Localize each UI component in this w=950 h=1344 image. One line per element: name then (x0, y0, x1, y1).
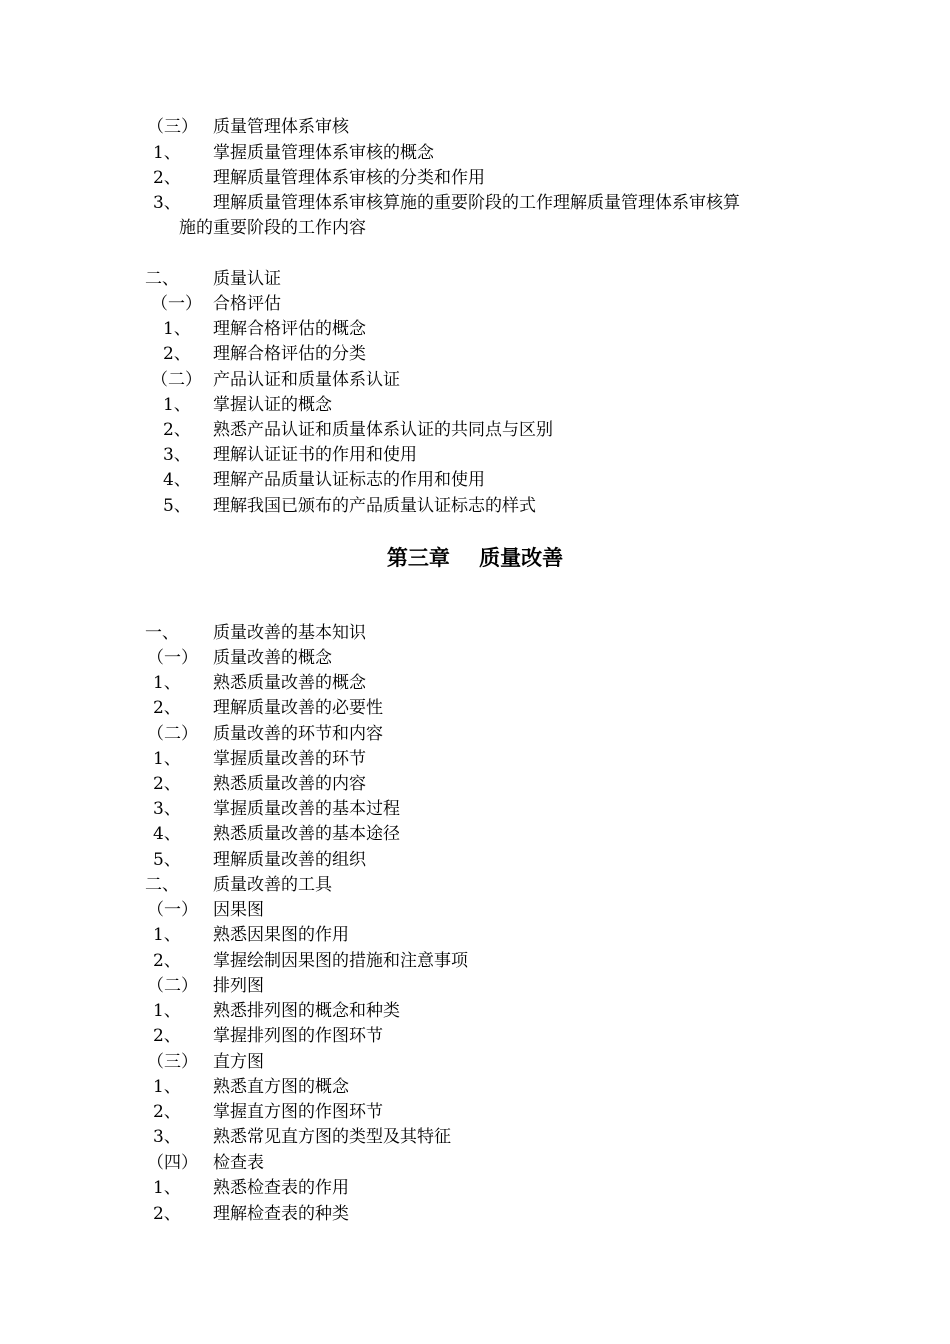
item-number: 3、 (153, 1127, 181, 1147)
item-number: 2、 (153, 698, 181, 718)
item-number: 2、 (163, 420, 191, 440)
item-text: 质量认证 (213, 269, 281, 289)
item-number: 3、 (153, 799, 181, 819)
item-text: 熟悉质量改善的内容 (213, 774, 366, 794)
item-number: （二） (147, 724, 198, 744)
item-text: 理解质量管理体系审核算施的重要阶段的工作理解质量管理体系审核算 (213, 193, 740, 213)
item-number: 1、 (153, 1001, 181, 1021)
item-number: 一、 (145, 623, 179, 643)
item-text: 熟悉直方图的概念 (213, 1077, 349, 1097)
item-number: 2、 (153, 1204, 181, 1224)
item-number: （一） (147, 900, 198, 920)
chapter-title: 第三章 质量改善 (386, 545, 564, 570)
item-text: 熟悉因果图的作用 (213, 925, 349, 945)
item-number: （三） (147, 1052, 198, 1072)
item-number: 2、 (153, 774, 181, 794)
item-text: 理解合格评估的分类 (213, 344, 366, 364)
item-text: 产品认证和质量体系认证 (213, 370, 400, 390)
item-number: 1、 (153, 673, 181, 693)
item-number: 4、 (163, 470, 191, 490)
item-text: 理解质量改善的组织 (213, 850, 366, 870)
item-number: （三） (147, 117, 198, 137)
item-number: 1、 (153, 143, 181, 163)
item-number: 2、 (153, 1026, 181, 1046)
item-number: 5、 (163, 496, 191, 516)
item-number: 1、 (153, 1178, 181, 1198)
item-text: 检查表 (213, 1153, 264, 1173)
item-text: 熟悉质量改善的概念 (213, 673, 366, 693)
item-text: 质量改善的基本知识 (213, 623, 366, 643)
item-number: 二、 (145, 269, 179, 289)
item-number: 2、 (153, 168, 181, 188)
item-number: 1、 (163, 319, 191, 339)
item-text: 掌握质量改善的基本过程 (213, 799, 400, 819)
item-text: 排列图 (213, 976, 264, 996)
item-number: 5、 (153, 850, 181, 870)
item-number: （四） (147, 1153, 198, 1173)
item-number: 1、 (153, 1077, 181, 1097)
item-number: 4、 (153, 824, 181, 844)
item-number: 3、 (163, 445, 191, 465)
item-text: 理解质量改善的必要性 (213, 698, 383, 718)
item-text: 理解认证证书的作用和使用 (213, 445, 417, 465)
item-number: （二） (151, 370, 202, 390)
item-number: （二） (147, 976, 198, 996)
item-text: 因果图 (213, 900, 264, 920)
item-number: 1、 (163, 395, 191, 415)
item-text: 质量改善的概念 (213, 648, 332, 668)
item-text: 质量改善的环节和内容 (213, 724, 383, 744)
item-text: 理解产品质量认证标志的作用和使用 (213, 470, 485, 490)
item-number: 2、 (153, 951, 181, 971)
item-text: 熟悉质量改善的基本途径 (213, 824, 400, 844)
item-text: 理解质量管理体系审核的分类和作用 (213, 168, 485, 188)
item-text: 熟悉检查表的作用 (213, 1178, 349, 1198)
item-text: 掌握排列图的作图环节 (213, 1026, 383, 1046)
item-number: 二、 (145, 875, 179, 895)
item-text: 掌握认证的概念 (213, 395, 332, 415)
item-text: 熟悉排列图的概念和种类 (213, 1001, 400, 1021)
item-number: 1、 (153, 749, 181, 769)
item-text: 熟悉产品认证和质量体系认证的共同点与区别 (213, 420, 553, 440)
item-number: （一） (151, 294, 202, 314)
item-text: 掌握质量改善的环节 (213, 749, 366, 769)
item-number: 2、 (163, 344, 191, 364)
item-number: 2、 (153, 1102, 181, 1122)
item-text: 合格评估 (213, 294, 281, 314)
item-text: 熟悉常见直方图的类型及其特征 (213, 1127, 451, 1147)
item-text: 掌握绘制因果图的措施和注意事项 (213, 951, 468, 971)
item-text: 质量改善的工具 (213, 875, 332, 895)
item-text: 直方图 (213, 1052, 264, 1072)
continuation-text: 施的重要阶段的工作内容 (179, 218, 366, 238)
item-number: 1、 (153, 925, 181, 945)
item-text: 掌握质量管理体系审核的概念 (213, 143, 434, 163)
item-text: 理解我国已颁布的产品质量认证标志的样式 (213, 496, 536, 516)
item-text: 理解检查表的种类 (213, 1204, 349, 1224)
item-number: 3、 (153, 193, 181, 213)
item-text: 理解合格评估的概念 (213, 319, 366, 339)
item-text: 质量管理体系审核 (213, 117, 349, 137)
item-text: 掌握直方图的作图环节 (213, 1102, 383, 1122)
item-number: （一） (147, 648, 198, 668)
